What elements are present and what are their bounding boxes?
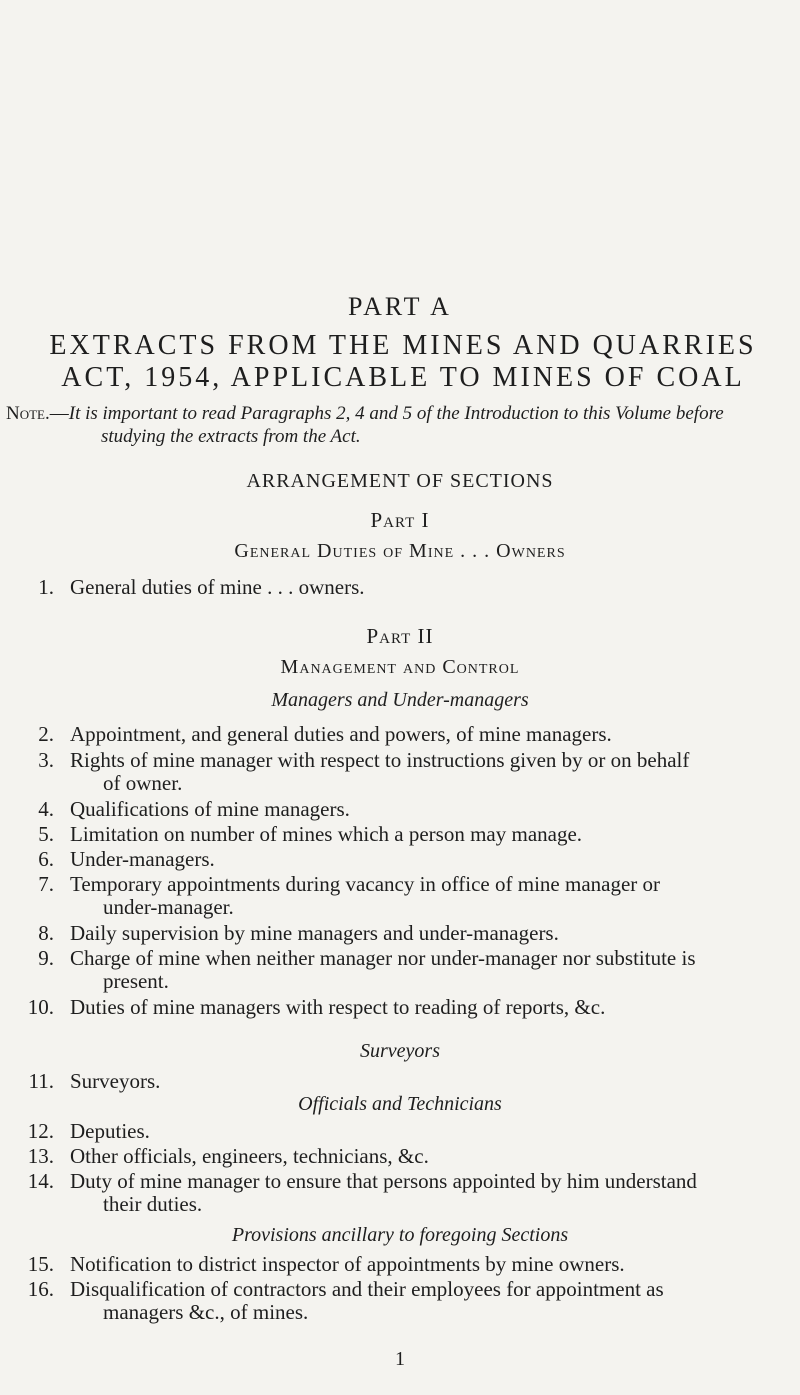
- section-number: 12.: [27, 1119, 54, 1143]
- section-item: [8, 1070, 794, 1093]
- group-heading-provisions: Provisions ancillary to foregoing Sections: [231, 1224, 569, 1246]
- section-title: Duties of mine managers with respect to reading of reports, &c.: [70, 995, 606, 1019]
- section-item: [8, 1120, 794, 1143]
- section-title: Surveyors.: [70, 1069, 161, 1093]
- section-number: 5.: [38, 822, 54, 846]
- group-heading-managers: Managers and Under-managers: [271, 689, 529, 711]
- section-number: 11.: [28, 1069, 54, 1093]
- section-number: 13.: [27, 1144, 54, 1168]
- section-item: [8, 798, 794, 821]
- section-title: Rights of mine manager with respect to instructions given by or on behalf: [70, 748, 690, 772]
- section-title-continuation: their duties.: [103, 1192, 203, 1216]
- section-item: [8, 1253, 794, 1276]
- introduction-note: [6, 402, 796, 448]
- section-number: 14.: [27, 1169, 54, 1193]
- section-title-continuation: under-manager.: [103, 895, 234, 919]
- section-title-continuation: managers &c., of mines.: [103, 1300, 309, 1324]
- section-number: 1.: [38, 575, 54, 599]
- section-title: Notification to district inspector of appointments by mine owners.: [70, 1252, 625, 1276]
- section-title: Disqualification of contractors and their employees for appointment as: [70, 1277, 664, 1301]
- title-line-2: ACT, 1954, APPLICABLE TO MINES OF COAL: [61, 362, 745, 393]
- section-item: [8, 922, 794, 945]
- section-item: [8, 1278, 794, 1324]
- section-item: [8, 996, 794, 1019]
- note-line-2: studying the extracts from the Act.: [101, 426, 361, 447]
- section-item: [8, 947, 794, 993]
- section-number: 4.: [38, 797, 54, 821]
- section-number: 16.: [27, 1277, 54, 1301]
- section-number: 7.: [38, 872, 54, 896]
- section-title: Appointment, and general duties and powers, of mine managers.: [70, 722, 612, 746]
- section-item: [8, 1170, 794, 1216]
- section-number: 6.: [38, 847, 54, 871]
- section-title: Deputies.: [70, 1119, 150, 1143]
- section-title: Limitation on number of mines which a person may manage.: [70, 822, 583, 846]
- section-number: 9.: [38, 946, 54, 970]
- section-number: 3.: [38, 748, 54, 772]
- section-title-continuation: present.: [103, 969, 169, 993]
- part-1-heading: General Duties of Mine . . . Owners: [234, 540, 566, 562]
- section-title: Under-managers.: [70, 847, 215, 871]
- section-number: 8.: [38, 921, 54, 945]
- section-item: [8, 823, 794, 846]
- section-title: Charge of mine when neither manager nor under-manager nor substitute is: [70, 946, 696, 970]
- section-item: [8, 723, 794, 746]
- section-item: [8, 848, 794, 871]
- group-heading-surveyors: Surveyors: [360, 1040, 440, 1062]
- section-number: 10.: [27, 995, 54, 1019]
- section-title: Other officials, engineers, technicians, &c.: [70, 1144, 429, 1168]
- title-line-1: EXTRACTS FROM THE MINES AND QUARRIES: [49, 330, 757, 361]
- note-line-1: It is important to read Paragraphs 2, 4 and 5 of the Introduction to this Volume before: [68, 403, 724, 424]
- part-label: PART A: [348, 292, 452, 321]
- section-title: General duties of mine . . . owners.: [70, 575, 365, 599]
- section-title: Daily supervision by mine managers and under-managers.: [70, 921, 559, 945]
- section-item: [8, 873, 794, 919]
- group-heading-officials: Officials and Technicians: [298, 1093, 502, 1115]
- part-1-label: Part I: [370, 508, 430, 532]
- section-number: 15.: [27, 1252, 54, 1276]
- section-title-continuation: of owner.: [103, 771, 183, 795]
- note-lead: Note.—: [6, 403, 69, 424]
- section-title: Qualifications of mine managers.: [70, 797, 350, 821]
- section-item: [8, 1145, 794, 1168]
- section-item: [8, 749, 794, 795]
- part-2-heading: Management and Control: [280, 656, 520, 678]
- section-title: Temporary appointments during vacancy in office of mine manager or: [70, 872, 661, 896]
- section-number: 2.: [38, 722, 54, 746]
- part-2-label: Part II: [366, 624, 434, 648]
- section-title: Duty of mine manager to ensure that persons appointed by him understand: [70, 1169, 697, 1193]
- arrangement-heading: ARRANGEMENT OF SECTIONS: [246, 470, 554, 492]
- page-number: 1: [395, 1348, 405, 1370]
- section-item: [8, 576, 794, 599]
